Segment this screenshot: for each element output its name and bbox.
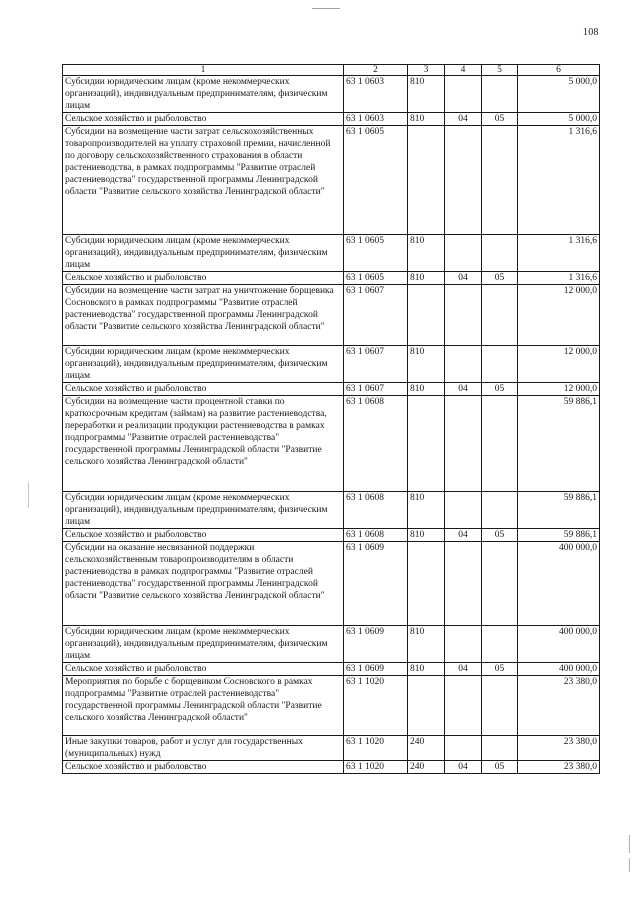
row-name-cell: Сельское хозяйство и рыболовство bbox=[63, 383, 344, 396]
subsection-cell bbox=[482, 492, 518, 529]
section-cell bbox=[445, 346, 482, 383]
section-cell: 04 bbox=[445, 761, 482, 774]
target-code-cell: 63 1 0609 bbox=[344, 663, 408, 676]
section-cell bbox=[445, 492, 482, 529]
table-row bbox=[63, 542, 600, 626]
subsection-cell: 05 bbox=[482, 663, 518, 676]
table-row bbox=[63, 76, 600, 113]
expense-type-cell: 810 bbox=[408, 529, 445, 542]
table-row bbox=[63, 383, 600, 396]
section-cell bbox=[445, 736, 482, 761]
scan-artifact-top bbox=[312, 8, 340, 9]
amount-cell: 23 380,0 bbox=[518, 676, 600, 736]
target-code-cell: 63 1 1020 bbox=[344, 736, 408, 761]
row-name-cell: Сельское хозяйство и рыболовство bbox=[63, 272, 344, 285]
header-cell: 3 bbox=[408, 65, 445, 76]
table-row bbox=[63, 285, 600, 346]
section-cell: 04 bbox=[445, 529, 482, 542]
section-cell bbox=[445, 676, 482, 736]
amount-cell: 59 886,1 bbox=[518, 396, 600, 492]
section-cell: 04 bbox=[445, 113, 482, 126]
expense-type-cell bbox=[408, 285, 445, 346]
expense-type-cell: 810 bbox=[408, 663, 445, 676]
expense-type-cell bbox=[408, 542, 445, 626]
table-row bbox=[63, 626, 600, 663]
table-row bbox=[63, 126, 600, 235]
section-cell: 04 bbox=[445, 383, 482, 396]
expense-type-cell: 810 bbox=[408, 383, 445, 396]
target-code-cell: 63 1 0605 bbox=[344, 235, 408, 272]
expense-type-cell: 810 bbox=[408, 235, 445, 272]
row-name-cell: Сельское хозяйство и рыболовство bbox=[63, 663, 344, 676]
target-code-cell: 63 1 0603 bbox=[344, 113, 408, 126]
amount-cell: 5 000,0 bbox=[518, 113, 600, 126]
target-code-cell: 63 1 1020 bbox=[344, 676, 408, 736]
section-cell bbox=[445, 126, 482, 235]
amount-cell: 1 316,6 bbox=[518, 126, 600, 235]
table-row bbox=[63, 761, 600, 774]
target-code-cell: 63 1 0605 bbox=[344, 272, 408, 285]
section-cell bbox=[445, 542, 482, 626]
section-cell bbox=[445, 396, 482, 492]
target-code-cell: 63 1 0607 bbox=[344, 383, 408, 396]
page-number: 108 bbox=[583, 27, 599, 38]
subsection-cell bbox=[482, 396, 518, 492]
amount-cell: 12 000,0 bbox=[518, 383, 600, 396]
expense-type-cell: 810 bbox=[408, 272, 445, 285]
amount-cell: 59 886,1 bbox=[518, 529, 600, 542]
scan-artifact-left bbox=[28, 482, 29, 508]
row-name-cell: Субсидии на оказание несвязанной поддержки сельскохозяйственным товаропроизводителям в области растениеводства в рамках подпрограммы "Развитие отраслей растениеводства" государственной программы Ленинградской области "Развитие сельского хозяйства Ленинградской области" bbox=[63, 542, 344, 626]
amount-cell: 23 380,0 bbox=[518, 761, 600, 774]
subsection-cell bbox=[482, 285, 518, 346]
subsection-cell: 05 bbox=[482, 761, 518, 774]
subsection-cell: 05 bbox=[482, 529, 518, 542]
subsection-cell: 05 bbox=[482, 383, 518, 396]
subsection-cell bbox=[482, 676, 518, 736]
scan-artifact-right bbox=[629, 835, 630, 853]
header-cell: 1 bbox=[63, 65, 344, 76]
header-cell: 5 bbox=[482, 65, 518, 76]
subsection-cell bbox=[482, 76, 518, 113]
amount-cell: 23 380,0 bbox=[518, 736, 600, 761]
section-cell bbox=[445, 626, 482, 663]
table-row bbox=[63, 396, 600, 492]
target-code-cell: 63 1 0608 bbox=[344, 396, 408, 492]
table-row bbox=[63, 529, 600, 542]
subsection-cell bbox=[482, 736, 518, 761]
row-name-cell: Субсидии на возмещение части затрат сельскохозяйственных товаропроизводителей на уплату страховой премии, начисленной по договору сельскохозяйственного страхования в области растениеводства, в рамках подпрограммы "Развитие отраслей растениеводства" государственной программы Ленинградской области "Развитие сельского хозяйства Ленинградской области" bbox=[63, 126, 344, 235]
header-cell: 4 bbox=[445, 65, 482, 76]
target-code-cell: 63 1 0607 bbox=[344, 285, 408, 346]
row-name-cell: Субсидии юридическим лицам (кроме некоммерческих организаций), индивидуальным предпринимателям, физическим лицам bbox=[63, 492, 344, 529]
header-cell: 2 bbox=[344, 65, 408, 76]
table-row bbox=[63, 492, 600, 529]
subsection-cell bbox=[482, 235, 518, 272]
section-cell bbox=[445, 235, 482, 272]
target-code-cell: 63 1 0603 bbox=[344, 76, 408, 113]
amount-cell: 59 886,1 bbox=[518, 492, 600, 529]
table-row bbox=[63, 346, 600, 383]
amount-cell: 400 000,0 bbox=[518, 542, 600, 626]
table-header-row bbox=[63, 65, 600, 76]
amount-cell: 400 000,0 bbox=[518, 663, 600, 676]
row-name-cell: Субсидии юридическим лицам (кроме некоммерческих организаций), индивидуальным предпринимателям, физическим лицам bbox=[63, 76, 344, 113]
table-row bbox=[63, 272, 600, 285]
budget-table bbox=[62, 64, 600, 774]
section-cell: 04 bbox=[445, 663, 482, 676]
row-name-cell: Субсидии юридическим лицам (кроме некоммерческих организаций), индивидуальным предпринимателям, физическим лицам bbox=[63, 626, 344, 663]
table-row bbox=[63, 113, 600, 126]
expense-type-cell: 810 bbox=[408, 346, 445, 383]
expense-type-cell bbox=[408, 396, 445, 492]
subsection-cell bbox=[482, 542, 518, 626]
section-cell: 04 bbox=[445, 272, 482, 285]
row-name-cell: Субсидии на возмещение части затрат на уничтожение борщевика Сосновского в рамках подпрограммы "Развитие отраслей растениеводства" государственной программы Ленинградской области "Развитие сельского хозяйства Ленинградской области" bbox=[63, 285, 344, 346]
subsection-cell: 05 bbox=[482, 272, 518, 285]
expense-type-cell bbox=[408, 676, 445, 736]
row-name-cell: Сельское хозяйство и рыболовство bbox=[63, 529, 344, 542]
expense-type-cell: 240 bbox=[408, 736, 445, 761]
row-name-cell: Иные закупки товаров, работ и услуг для государственных (муниципальных) нужд bbox=[63, 736, 344, 761]
amount-cell: 1 316,6 bbox=[518, 272, 600, 285]
row-name-cell: Сельское хозяйство и рыболовство bbox=[63, 761, 344, 774]
target-code-cell: 63 1 1020 bbox=[344, 761, 408, 774]
subsection-cell bbox=[482, 626, 518, 663]
row-name-cell: Субсидии юридическим лицам (кроме некоммерческих организаций), индивидуальным предпринимателям, физическим лицам bbox=[63, 235, 344, 272]
budget-table-body bbox=[63, 65, 600, 774]
expense-type-cell: 810 bbox=[408, 626, 445, 663]
target-code-cell: 63 1 0608 bbox=[344, 529, 408, 542]
scan-artifact-right bbox=[629, 858, 630, 872]
table-row bbox=[63, 676, 600, 736]
amount-cell: 400 000,0 bbox=[518, 626, 600, 663]
amount-cell: 1 316,6 bbox=[518, 235, 600, 272]
amount-cell: 12 000,0 bbox=[518, 285, 600, 346]
row-name-cell: Сельское хозяйство и рыболовство bbox=[63, 113, 344, 126]
row-name-cell: Субсидии на возмещение части процентной ставки по краткосрочным кредитам (займам) на развитие растениеводства, переработки и реализации продукции растениеводства в рамках подпрограммы "Развитие отраслей растениеводства" государственной программы Ленинградской области "Развитие сельского хозяйства Ленинградской области" bbox=[63, 396, 344, 492]
expense-type-cell bbox=[408, 126, 445, 235]
target-code-cell: 63 1 0609 bbox=[344, 542, 408, 626]
target-code-cell: 63 1 0607 bbox=[344, 346, 408, 383]
amount-cell: 12 000,0 bbox=[518, 346, 600, 383]
subsection-cell: 05 bbox=[482, 113, 518, 126]
amount-cell: 5 000,0 bbox=[518, 76, 600, 113]
expense-type-cell: 810 bbox=[408, 113, 445, 126]
section-cell bbox=[445, 76, 482, 113]
subsection-cell bbox=[482, 346, 518, 383]
table-row bbox=[63, 736, 600, 761]
target-code-cell: 63 1 0605 bbox=[344, 126, 408, 235]
row-name-cell: Субсидии юридическим лицам (кроме некоммерческих организаций), индивидуальным предпринимателям, физическим лицам bbox=[63, 346, 344, 383]
table-row bbox=[63, 663, 600, 676]
expense-type-cell: 810 bbox=[408, 492, 445, 529]
target-code-cell: 63 1 0609 bbox=[344, 626, 408, 663]
subsection-cell bbox=[482, 126, 518, 235]
table-row bbox=[63, 235, 600, 272]
header-cell: 6 bbox=[518, 65, 600, 76]
row-name-cell: Мероприятия по борьбе с борщевиком Сосновского в рамках подпрограммы "Развитие отраслей растениеводства" государственной программы Ленинградской области "Развитие сельского хозяйства Ленинградской области" bbox=[63, 676, 344, 736]
expense-type-cell: 240 bbox=[408, 761, 445, 774]
target-code-cell: 63 1 0608 bbox=[344, 492, 408, 529]
expense-type-cell: 810 bbox=[408, 76, 445, 113]
section-cell bbox=[445, 285, 482, 346]
